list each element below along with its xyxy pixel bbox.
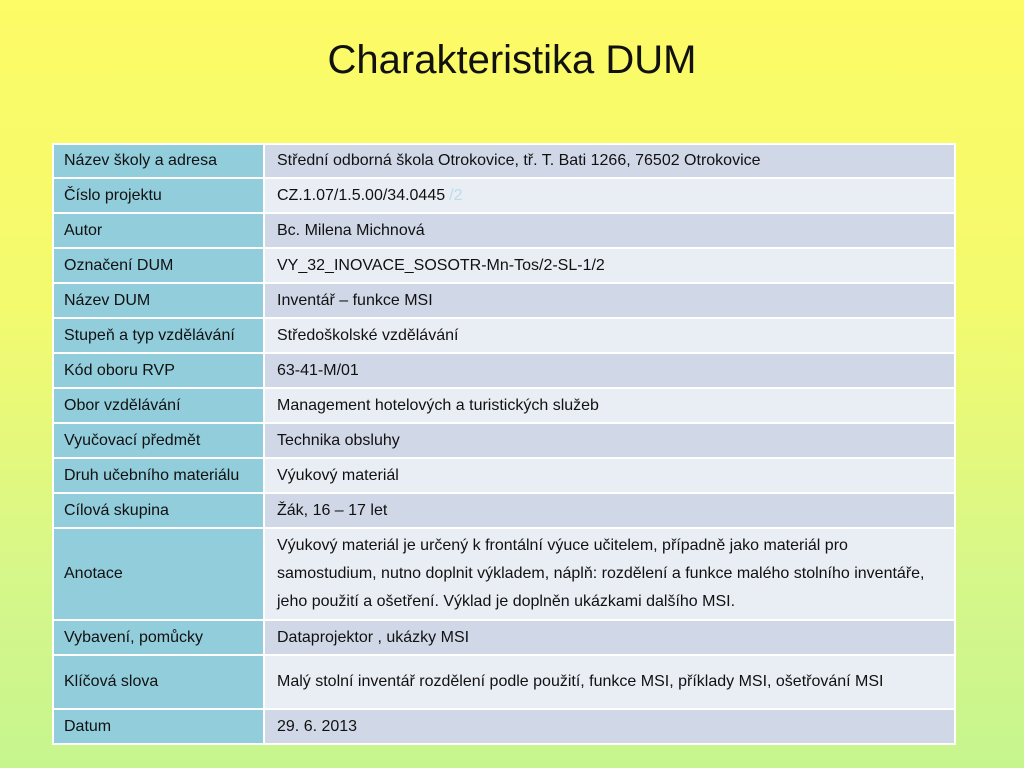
table-row-school: [53, 144, 955, 178]
table-row-rvp-code: [53, 353, 955, 388]
row-value: Žák, 16 – 17 let: [264, 493, 955, 528]
table-row-project-number: [53, 178, 955, 213]
row-value: Management hotelových a turistických služeb: [264, 388, 955, 423]
table-row-target-group: [53, 493, 955, 528]
table-row-equipment: [53, 620, 955, 655]
row-label: Vybavení, pomůcky: [53, 620, 264, 655]
table-row-subject: [53, 423, 955, 458]
row-value: Střední odborná škola Otrokovice, tř. T. Bati 1266, 76502 Otrokovice: [264, 144, 955, 178]
row-label: Druh učebního materiálu: [53, 458, 264, 493]
row-value: Výukový materiál je určený k frontální výuce učitelem, případně jako materiál pro samostudium, nutno doplnit výkladem, náplň: rozdělení a funkce malého stolního inventáře, jeho použití a ošetření. Výklad je doplněn ukázkami dalšího MSI.: [264, 528, 955, 620]
row-label: Anotace: [53, 528, 264, 620]
row-label: Vyučovací předmět: [53, 423, 264, 458]
row-value: 63-41-M/01: [264, 353, 955, 388]
table-row-annotation: [53, 528, 955, 620]
row-label: Název DUM: [53, 283, 264, 318]
row-label: Označení DUM: [53, 248, 264, 283]
row-value: 29. 6. 2013: [264, 709, 955, 744]
table-row-dum-name: [53, 283, 955, 318]
row-label: Kód oboru RVP: [53, 353, 264, 388]
row-label: Číslo projektu: [53, 178, 264, 213]
row-value: Malý stolní inventář rozdělení podle použití, funkce MSI, příklady MSI, ošetřování MSI: [264, 655, 955, 709]
row-value: Bc. Milena Michnová: [264, 213, 955, 248]
row-value: Středoškolské vzdělávání: [264, 318, 955, 353]
row-value-suffix: /2: [449, 186, 463, 204]
row-label: Obor vzdělávání: [53, 388, 264, 423]
dum-info-table: [52, 143, 956, 745]
row-label: Klíčová slova: [53, 655, 264, 709]
row-label: Datum: [53, 709, 264, 744]
row-value: Dataprojektor , ukázky MSI: [264, 620, 955, 655]
row-label: Cílová skupina: [53, 493, 264, 528]
row-label: Název školy a adresa: [53, 144, 264, 178]
row-label: Autor: [53, 213, 264, 248]
table-row-author: [53, 213, 955, 248]
table-row-material-type: [53, 458, 955, 493]
row-value: Technika obsluhy: [264, 423, 955, 458]
row-label: Stupeň a typ vzdělávání: [53, 318, 264, 353]
table-row-dum-code: [53, 248, 955, 283]
table-row-date: [53, 709, 955, 744]
row-value: Inventář – funkce MSI: [264, 283, 955, 318]
slide-title: Charakteristika DUM: [327, 38, 697, 82]
table-row-field: [53, 388, 955, 423]
table-row-education-level: [53, 318, 955, 353]
table-row-keywords: [53, 655, 955, 709]
row-value-cell: [264, 178, 955, 213]
row-value: Výukový materiál: [264, 458, 955, 493]
row-value: VY_32_INOVACE_SOSOTR-Mn-Tos/2-SL-1/2: [264, 248, 955, 283]
row-value: CZ.1.07/1.5.00/34.0445: [277, 186, 446, 204]
